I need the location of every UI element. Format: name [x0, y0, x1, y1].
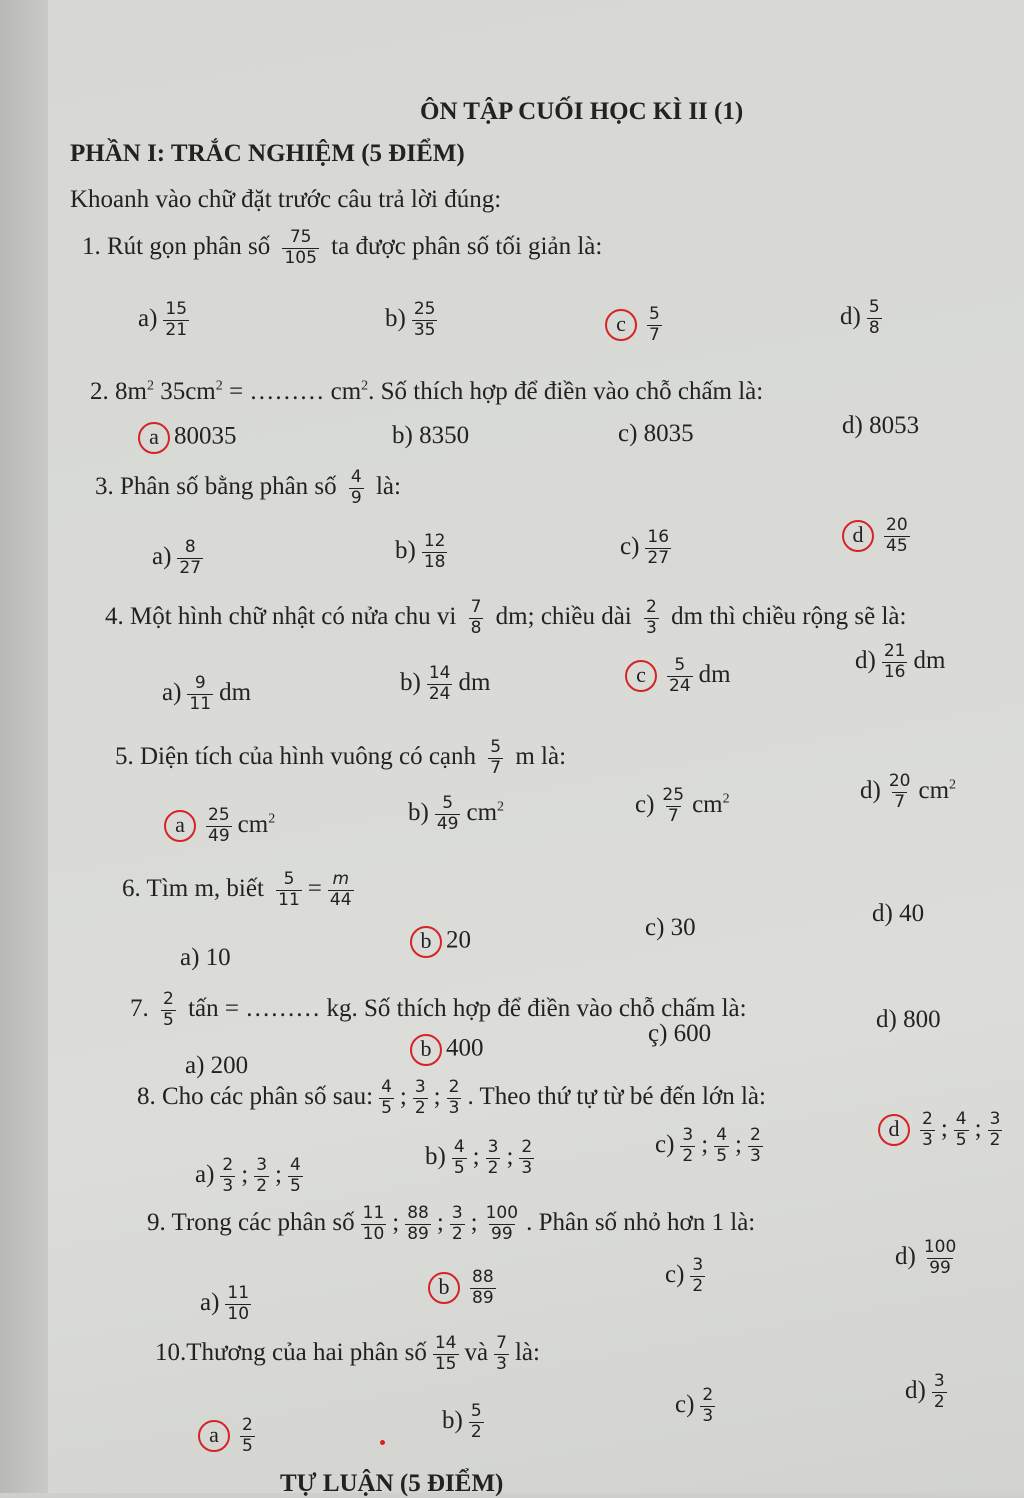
- q1-option-c[interactable]: c $\frac{5}{7}$: [605, 305, 668, 345]
- q2-option-c[interactable]: c) 8035: [618, 420, 694, 447]
- part1-heading: PHẦN I: TRẮC NGHIỆM (5 ĐIỂM): [70, 140, 465, 167]
- q8-option-c[interactable]: c) $\frac{3}{2}$ ; $\frac{4}{5}$ ; $\frac{2}{3}$: [655, 1125, 761, 1166]
- question-7: 7. $\frac{2}{5}$ tấn = ……… kg. Số thích hợp để điền vào chỗ chấm là:: [130, 989, 747, 1030]
- q9-option-d[interactable]: d) $\frac{100}{99}$: [895, 1237, 957, 1278]
- q5-option-d[interactable]: d) $\frac{20}{7}$ $cm^2$: [860, 771, 957, 812]
- q4-option-b[interactable]: b) $\frac{14}{24}$ dm: [400, 663, 491, 704]
- q10-option-b[interactable]: b) $\frac{5}{2}$: [442, 1401, 482, 1442]
- part2-heading: TỰ LUẬN (5 ĐIỂM): [280, 1470, 504, 1497]
- q8-option-b[interactable]: b) $\frac{4}{5}$ ; $\frac{3}{2}$ ; $\frac{2}{3}$: [425, 1137, 533, 1178]
- q8-option-a[interactable]: a) $\frac{2}{3}$ ; $\frac{3}{2}$ ; $\frac{4}{5}$: [195, 1155, 301, 1196]
- answer-circle: d: [842, 520, 874, 552]
- q4-option-c[interactable]: c $\frac{5}{24}$ dm: [625, 656, 731, 696]
- answer-circle: c: [625, 660, 657, 692]
- question-1: [82, 228, 602, 268]
- q5-option-c[interactable]: c) $\frac{25}{7}$ $cm^2$: [635, 785, 730, 826]
- q10-option-d[interactable]: d) $\frac{3}{2}$: [905, 1371, 945, 1412]
- question-8: 8. Cho các phân số sau: $\frac{4}{5}$ ; $\frac{3}{2}$ ; $\frac{2}{3}$ . Theo thứ tự từ bé đến lớn là:: [137, 1077, 766, 1118]
- q4-option-a[interactable]: a) $\frac{9}{11}$ dm: [162, 673, 252, 714]
- q1-option-d[interactable]: d) $\frac{5}{8}$: [840, 297, 880, 338]
- answer-circle: b: [410, 1034, 442, 1066]
- q9-option-a[interactable]: a) $\frac{11}{10}$: [200, 1283, 250, 1324]
- q4-option-d[interactable]: d) $\frac{21}{16}$ dm: [855, 641, 946, 682]
- q3-option-a[interactable]: a) $\frac{8}{27}$: [152, 537, 202, 578]
- question-9: 9. Trong các phân số $\frac{11}{10}$ ; $\frac{88}{89}$ ; $\frac{3}{2}$ ; $\frac{100}{99}$ . Phân số nhỏ hơn 1 là:: [147, 1203, 756, 1244]
- q2-option-d[interactable]: d) 8053: [842, 412, 920, 439]
- answer-circle: b: [428, 1272, 460, 1304]
- q3-option-d[interactable]: d $\frac{20}{45}$: [842, 516, 916, 556]
- q10-option-c[interactable]: c) $\frac{2}{3}$: [675, 1385, 714, 1426]
- answer-circle: b: [410, 926, 442, 958]
- answer-circle: c: [605, 309, 637, 341]
- page-edge-shadow: [0, 0, 48, 1493]
- answer-circle: a: [138, 422, 170, 454]
- question-3: 3. Phân số bằng phân số $\frac{4}{9}$ là:: [95, 467, 401, 508]
- answer-circle: a: [198, 1420, 230, 1452]
- red-pen-dot: [380, 1440, 385, 1445]
- question-6: 6. Tìm m, biết $\frac{5}{11}$ = $\frac{m}{44}$: [122, 869, 352, 910]
- page-title: ÔN TẬP CUỐI HỌC KÌ II (1): [420, 98, 744, 125]
- q2-option-b[interactable]: b) 8350: [392, 422, 470, 449]
- answer-circle: d: [878, 1114, 910, 1146]
- q3-option-c[interactable]: c) $\frac{16}{27}$: [620, 527, 670, 568]
- q6-option-a[interactable]: a) 10: [180, 944, 231, 971]
- question-2: 2. $8m^2$ $35cm^2$ = ……… $cm^2$. Số thích hợp để điền vào chỗ chấm là:: [90, 378, 764, 405]
- fraction: $\frac{75}{105}$: [284, 227, 317, 268]
- q9-option-b[interactable]: b $\frac{88}{89}$: [428, 1268, 502, 1308]
- q6-option-d[interactable]: d) 40: [872, 900, 925, 927]
- question-10: 10.Thương của hai phân số $\frac{14}{15}$ và $\frac{7}{3}$ là:: [155, 1333, 540, 1374]
- q1-option-b[interactable]: b) $\frac{25}{35}$: [385, 299, 436, 340]
- q6-option-c[interactable]: c) 30: [645, 914, 696, 941]
- question-4: 4. Một hình chữ nhật có nửa chu vi $\frac{7}{8}$ dm; chiều dài $\frac{2}{3}$ dm thì chiều rộng sẽ là:: [105, 597, 907, 638]
- q10-option-a[interactable]: a $\frac{2}{5}$: [198, 1416, 261, 1456]
- q7-option-a[interactable]: a) 200: [185, 1052, 249, 1079]
- q3-option-b[interactable]: b) $\frac{12}{18}$: [395, 531, 446, 572]
- q9-option-c[interactable]: c) $\frac{3}{2}$: [665, 1255, 704, 1296]
- q5-option-b[interactable]: b) $\frac{5}{49}$ $cm^2$: [408, 793, 505, 834]
- q8-option-d[interactable]: d $\frac{2}{3}$ ; $\frac{4}{5}$ ; $\frac{3}{2}$: [878, 1110, 1008, 1150]
- question-1-text: ta được phân số tối giản là:: [331, 232, 603, 260]
- q7-option-d[interactable]: d) 800: [876, 1006, 941, 1033]
- q5-option-a[interactable]: a $\frac{25}{49}$ $cm^2$: [164, 806, 275, 846]
- question-5: 5. Diện tích của hình vuông có cạnh $\frac{5}{7}$ m là:: [115, 737, 567, 778]
- answer-circle: a: [164, 810, 196, 842]
- q6-option-b[interactable]: b 20: [410, 926, 471, 958]
- q7-option-b[interactable]: b 400: [410, 1034, 484, 1066]
- instruction: Khoanh vào chữ đặt trước câu trả lời đúng:: [70, 186, 502, 213]
- q7-option-c[interactable]: ç) 600: [648, 1020, 712, 1047]
- q2-option-a[interactable]: a 80035: [138, 422, 237, 454]
- question-1-label: 1. Rút gọn phân số: [82, 232, 271, 260]
- q1-option-a[interactable]: a) $\frac{15}{21}$: [138, 299, 188, 340]
